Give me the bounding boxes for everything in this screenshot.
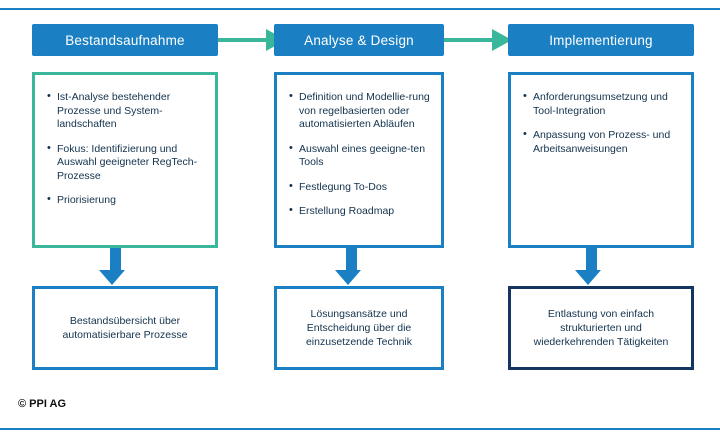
phase-detail-box	[508, 72, 694, 248]
copyright-label: © PPI AG	[18, 398, 67, 410]
phase-result-text: Entlastung von einfach strukturierten und wiederkehrenden Tätigkeiten	[533, 308, 669, 348]
phase-bullet-list	[47, 91, 205, 208]
list-item: • Anforderungsumsetzung und Tool-Integration	[523, 91, 681, 118]
arrow-shaft	[110, 248, 121, 272]
bottom-divider	[0, 428, 720, 430]
list-item: • Definition und Modellie-rung von regelbasierten oder automatisierten Abläufen	[289, 91, 431, 132]
down-arrow-icon	[266, 248, 466, 286]
list-item: • Priorisierung	[47, 194, 205, 208]
phase-bullet-list	[289, 91, 431, 219]
phase-detail-box	[32, 72, 218, 248]
phase-detail-box	[274, 72, 444, 248]
phase-header	[274, 24, 444, 56]
arrow-head	[575, 270, 601, 285]
list-item: • Ist-Analyse bestehender Prozesse und System-landschaften	[47, 91, 205, 132]
phase-header	[32, 24, 218, 56]
arrow-head	[335, 270, 361, 285]
phase-result-box	[508, 286, 694, 370]
phase-header-label: Implementierung	[549, 32, 653, 48]
phase-header	[508, 24, 694, 56]
phase-column-implementierung	[508, 24, 708, 370]
list-item: • Fokus: Identifizierung und Auswahl geeigneter RegTech-Prozesse	[47, 143, 205, 184]
phase-result-box	[274, 286, 444, 370]
down-arrow-icon	[32, 248, 232, 286]
phase-result-text: Bestandsübersicht über automatisierbare Prozesse	[62, 315, 188, 341]
phase-header-label: Analyse & Design	[304, 32, 414, 48]
arrow-shaft	[586, 248, 597, 272]
phase-bullet-list	[523, 91, 681, 156]
down-arrow-icon	[508, 248, 708, 286]
arrow-head	[99, 270, 125, 285]
phase-result-text: Lösungsansätze und Entscheidung über die einzusetzende Technik	[305, 308, 413, 348]
list-item: • Erstellung Roadmap	[289, 205, 431, 219]
list-item: • Auswahl eines geeigne-ten Tools	[289, 143, 431, 170]
phase-column-analyse-design	[266, 24, 466, 370]
phase-result-box	[32, 286, 218, 370]
top-divider	[0, 8, 720, 10]
phase-column-bestandsaufnahme	[32, 24, 232, 370]
arrow-shaft	[346, 248, 357, 272]
list-item: • Anpassung von Prozess- und Arbeitsanweisungen	[523, 129, 681, 156]
phase-header-label: Bestandsaufnahme	[65, 32, 185, 48]
list-item: • Festlegung To-Dos	[289, 181, 431, 195]
